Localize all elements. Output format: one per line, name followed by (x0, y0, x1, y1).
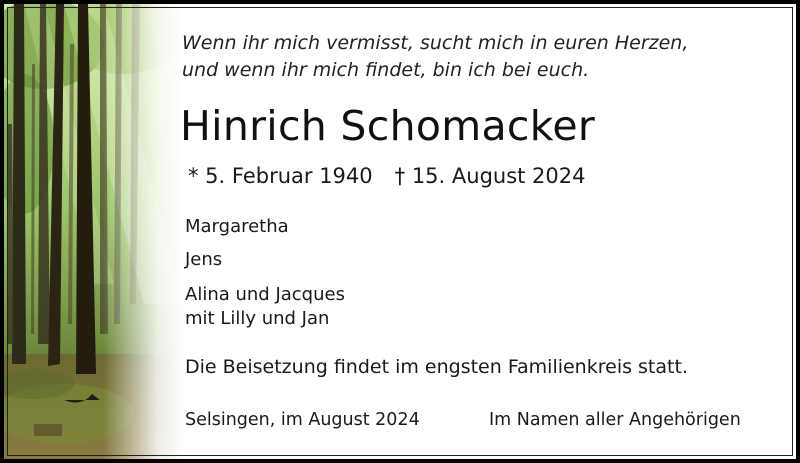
deceased-name: Hinrich Schomacker (180, 102, 596, 150)
quote-line-2: und wenn ihr mich findet, bin ich bei euch. (182, 59, 590, 81)
signature-line: Im Namen aller Angehörigen (489, 410, 741, 430)
death-date: † 15. August 2024 (394, 164, 586, 188)
family-member-alina-jacques (185, 283, 345, 331)
epitaph-quote (182, 30, 688, 84)
family-member-margaretha: Margaretha (185, 216, 289, 237)
birth-date: * 5. Februar 1940 (188, 164, 373, 188)
forest-image (4, 4, 184, 459)
family-line-2: mit Lilly und Jan (185, 308, 330, 329)
place-and-date: Selsingen, im August 2024 (185, 410, 420, 430)
obituary-card (4, 4, 796, 459)
burial-notice: Die Beisetzung findet im engsten Familienkreis statt. (185, 356, 688, 378)
life-dates (188, 164, 586, 188)
family-member-jens: Jens (185, 249, 223, 270)
family-line-1: Alina und Jacques (185, 284, 345, 305)
quote-line-1: Wenn ihr mich vermisst, sucht mich in euren Herzen, (182, 32, 689, 54)
